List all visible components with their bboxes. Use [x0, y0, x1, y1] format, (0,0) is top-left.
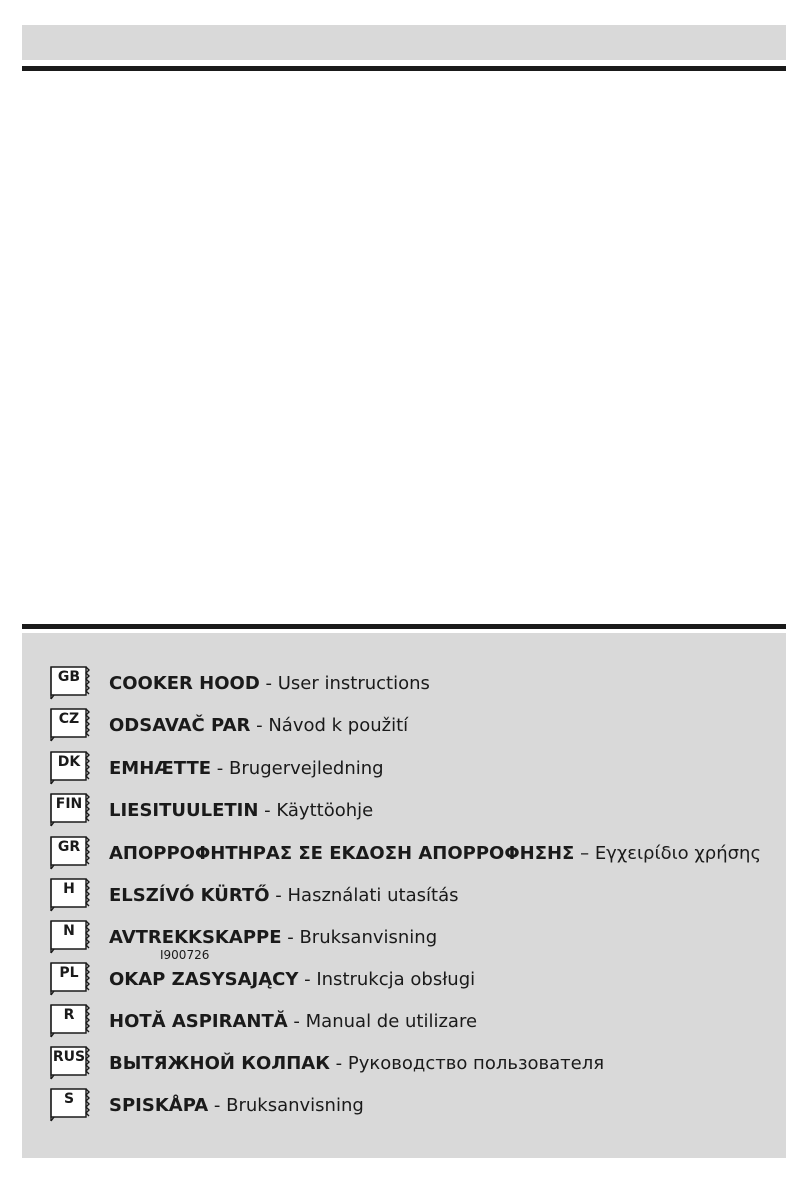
product-name: ODSAVAČ PAR	[109, 714, 251, 736]
language-code: GR	[57, 839, 81, 855]
language-code: S	[63, 1091, 75, 1107]
language-tag	[50, 793, 94, 827]
separator: -	[211, 757, 230, 779]
separator: –	[574, 842, 595, 864]
language-code: RUS	[52, 1049, 86, 1065]
middle-divider	[22, 624, 786, 629]
language-tag	[50, 708, 94, 742]
language-row-n	[50, 920, 437, 954]
language-row-pl	[50, 962, 475, 996]
product-name: SPISKÅPA	[109, 1094, 209, 1116]
language-code: DK	[57, 754, 81, 770]
language-row-gr	[50, 836, 761, 870]
language-code: H	[63, 881, 75, 897]
manual-subtitle: Használati utasítás	[287, 884, 459, 906]
language-title	[109, 800, 373, 821]
language-tag	[50, 1046, 94, 1080]
language-code: GB	[57, 669, 81, 685]
language-title	[109, 927, 437, 948]
language-tag	[50, 1088, 94, 1122]
manual-subtitle: Bruksanvisning	[226, 1094, 364, 1116]
language-title	[109, 1053, 604, 1074]
language-tag	[50, 836, 94, 870]
separator: -	[259, 672, 278, 694]
product-name: LIESITUULETIN	[109, 799, 259, 821]
language-row-h	[50, 878, 458, 912]
language-row-rus	[50, 1046, 604, 1080]
language-row-fin	[50, 793, 373, 827]
product-name: ELSZÍVÓ KÜRTŐ	[109, 884, 270, 906]
language-tag	[50, 962, 94, 996]
product-name: ВЫТЯЖНОЙ КОЛПАК	[109, 1052, 330, 1074]
language-title	[109, 1011, 477, 1032]
manual-subtitle: Руководство пользователя	[347, 1052, 605, 1074]
separator: -	[258, 799, 277, 821]
language-title	[109, 715, 408, 736]
language-title	[109, 1095, 364, 1116]
language-code: PL	[59, 965, 79, 981]
language-tag	[50, 920, 94, 954]
language-code: R	[63, 1007, 75, 1023]
separator: -	[269, 884, 288, 906]
manual-subtitle: Manual de utilizare	[305, 1010, 478, 1032]
language-title	[109, 758, 384, 779]
separator: -	[208, 1094, 227, 1116]
manual-subtitle: Bruksanvisning	[299, 926, 438, 948]
language-tag	[50, 751, 94, 785]
language-title	[109, 969, 475, 990]
manual-subtitle: Käyttöohje	[276, 799, 374, 821]
header-band	[22, 25, 786, 60]
manual-subtitle: Εγχειρίδιο χρήσης	[594, 842, 762, 864]
product-name: HOTĂ ASPIRANTĂ	[109, 1010, 288, 1032]
language-tag	[50, 1004, 94, 1038]
product-name: OKAP ZASYSAJĄCY	[109, 968, 299, 990]
document-code: I900726	[160, 948, 210, 962]
separator: -	[298, 968, 317, 990]
language-code: FIN	[55, 796, 83, 812]
top-divider	[22, 66, 786, 71]
language-row-r	[50, 1004, 477, 1038]
product-name: COOKER HOOD	[109, 672, 260, 694]
separator: -	[250, 714, 269, 736]
language-title	[109, 843, 761, 864]
language-row-cz	[50, 708, 408, 742]
manual-subtitle: Instrukcja obsługi	[316, 968, 476, 990]
manual-subtitle: Brugervejledning	[229, 757, 384, 779]
language-row-gb	[50, 666, 430, 700]
product-name: ΑΠΟΡΡΟΦΗΤΗΡΑΣ ΣΕ ΕΚΔΟΣΗ ΑΠΟΡΡΟΦΗΣΗΣ	[109, 842, 575, 864]
product-name: AVTREKKSKAPPE	[109, 926, 282, 948]
language-title	[109, 885, 458, 906]
separator: -	[329, 1052, 348, 1074]
separator: -	[287, 1010, 306, 1032]
language-tag	[50, 878, 94, 912]
language-tag	[50, 666, 94, 700]
language-title	[109, 673, 430, 694]
language-row-s	[50, 1088, 364, 1122]
language-code: N	[63, 923, 75, 939]
language-row-dk	[50, 751, 384, 785]
separator: -	[281, 926, 300, 948]
manual-subtitle: User instructions	[277, 672, 430, 694]
manual-subtitle: Návod k použití	[268, 714, 409, 736]
language-code: CZ	[58, 711, 80, 727]
product-name: EMHÆTTE	[109, 757, 212, 779]
